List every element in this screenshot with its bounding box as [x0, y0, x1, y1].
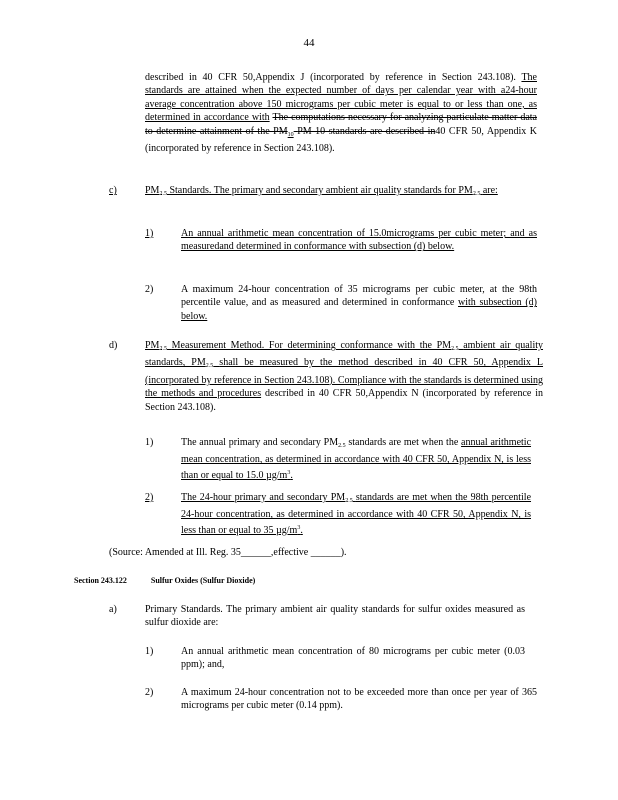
measurement-method-paragraph — [145, 339, 543, 414]
text-run: A maximum 24-hour concentration of 35 micrograms per cubic meter, at the 98th percentile value, and as measured and determined in conformance — [181, 284, 537, 309]
label-text: 2) — [145, 284, 154, 295]
text-run: ). — [340, 547, 347, 558]
text-run: Standards. The primary and secondary ambient air quality standards for PM — [169, 185, 473, 196]
annual-mean-paragraph: An annual arithmetic mean concentration of 15.0micrograms per cubic meter; and as measuredand determined in conformance with subsection (d) below. — [181, 228, 537, 253]
subscript: 2.5 — [205, 363, 214, 370]
item-label-d — [109, 339, 117, 352]
text-run: described in 40 CFR 50,Appendix N (incorporated by reference in Section 243.108). — [145, 388, 544, 413]
blank-line: ______ — [310, 547, 341, 558]
24hour-standard-paragraph: The 24-hour primary and secondary $PM_{2.5}$ standards are met when the 98th percentile 24-hour concentration, as determined in accordance with 40 CFR 50, Appendix N, is less than or equal to 35 $\mu g/m^3$. — [181, 492, 532, 536]
source-note — [109, 546, 409, 559]
label-text: a) — [109, 604, 117, 615]
item-label-d2 — [145, 491, 153, 504]
subscript: 2.5 — [338, 443, 346, 449]
pm25-standards-paragraph — [145, 184, 537, 201]
item-label-c1 — [145, 227, 153, 240]
text-run: annual arithmetic mean concentration, as determined in accordance with 40 CFR 50, Appendix N, is less than or equal to 15.0 µg/m — [181, 437, 532, 481]
text-run: ambient air quality standards, PM — [145, 340, 544, 369]
label-text: 1) — [145, 437, 154, 448]
superscript: 3 — [287, 469, 291, 476]
superscript: 3 — [297, 524, 301, 531]
text-run: 40 CFR 50, Appendix K (incorporated by reference in Section 243.108). — [145, 125, 538, 155]
item-label-sulfur-1 — [145, 645, 153, 658]
label-text: 1) — [145, 228, 154, 239]
label-text: c) — [109, 185, 117, 196]
label-text: 2) — [145, 492, 154, 503]
deleted-text-run: The computations necessary for analyzing particulate matter data to determine attainment of the PM — [145, 112, 537, 137]
subscript: 10 — [287, 131, 294, 138]
text-run: PM — [145, 340, 160, 351]
label-text: d) — [109, 340, 118, 351]
sulfur-annual-mean: An annual arithmetic mean concentration of 80 micrograms per cubic meter (0.03 ppm); and, — [181, 646, 525, 671]
deleted-text-run: PM 10 standards are described in — [297, 125, 436, 137]
item-label-d1 — [145, 436, 153, 449]
inserted-text: annual arithmetic mean concentration, as determined in accordance with 40 CFR 50, Appendix N, is less than or equal to 15.0 $\mu g/m^3$. — [181, 437, 532, 481]
page-number: 44 — [303, 37, 315, 49]
max-24hour-paragraph — [181, 283, 537, 323]
subscript: 2.5 — [451, 346, 459, 352]
annual-standard-paragraph — [181, 436, 531, 482]
text-run: standards are met when the — [348, 437, 459, 448]
text-run: (Source: Amended at Ill. Reg. 35 — [109, 547, 241, 558]
text-run: The 24-hour primary and secondary PM — [181, 492, 346, 503]
sulfur-primary-standards: Primary Standards. The primary ambient air quality standards for sulfur oxides measured as sulfur dioxide are: — [145, 604, 525, 629]
item-label-c — [109, 184, 117, 197]
text-run: described in 40 CFR 50,Appendix J (incorporated by reference in Section 243.108). — [145, 72, 516, 83]
section-number: Section 243.122 — [74, 576, 127, 585]
item-label-sulfur-2 — [145, 686, 153, 699]
subscript: 2.5 — [345, 498, 353, 504]
label-text: 2) — [145, 687, 154, 698]
label-text: 1) — [145, 646, 154, 657]
section-heading — [74, 576, 255, 585]
text-run: standards are met when the 98th percentile 24-hour concentration, as determined in accordance with 40 CFR 50, Appendix N, is less than or equal to 35 µg/m — [181, 492, 532, 536]
subscript: 2.5 — [159, 191, 167, 197]
text-run: Measurement Method. For determining conformance with the PM — [171, 340, 452, 351]
continuation-paragraph — [145, 71, 537, 155]
text-run: The annual primary and secondary PM — [181, 437, 339, 448]
text-run: ,effective — [270, 547, 309, 558]
item-label-sulfur-a — [109, 603, 117, 616]
item-label-c2 — [145, 283, 153, 296]
text-run: shall be measured by the method described in 40 CFR 50, Appendix L (incorporated by reference in Section 243.108). Compliance with the standards is determined using the methods and procedures — [145, 357, 544, 400]
section-title: Sulfur Oxides (Sulfur Dioxide) — [150, 576, 256, 585]
inserted-text: The standards are attained when the expected number of days per calendar year with a24-hour average concentration above 150 micrograms per cubic meter is equal to or less than one, as determined in accordance with — [145, 72, 537, 124]
blank-line: ______ — [240, 547, 271, 558]
text-run: are: — [482, 185, 498, 196]
text-run: PM — [145, 185, 160, 196]
inserted-text: with subsection (d) below. — [181, 297, 537, 322]
sulfur-max-24hour: A maximum 24-hour concentration not to be exceeded more than once per year of 365 micrograms per cubic meter (0.14 ppm). — [181, 687, 537, 712]
subscript: 2.5 — [159, 346, 167, 352]
subscript: 2.5 — [472, 191, 481, 197]
